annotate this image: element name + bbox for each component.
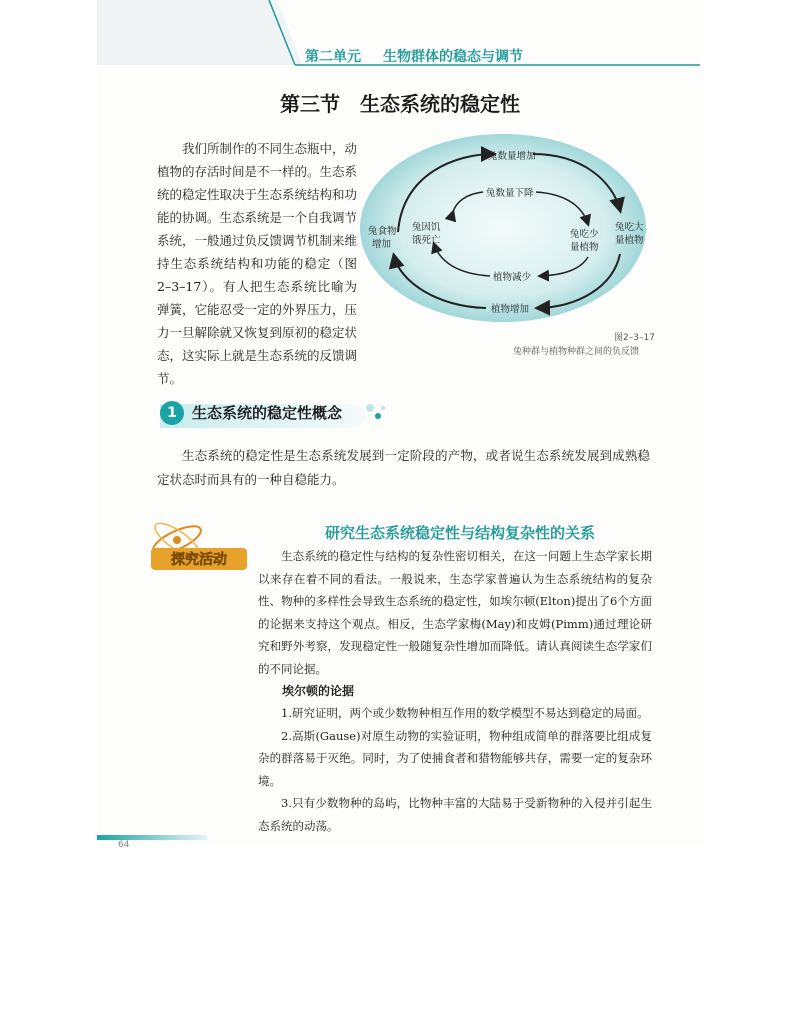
label-starve-1: 兔因饥 <box>412 222 441 233</box>
concept-title: 生态系统的稳定性概念 <box>192 404 343 422</box>
argument-point: 2.高斯(Gause)对原生动物的实验证明，物种组成简单的群落要比组成复杂的群落易于灭绝。同时，为了使捕食者和猎物能够共存，需要一定的复杂环境。 <box>258 728 652 788</box>
argument-point: 1.研究证明，两个或少数物种相互作用的数学模型不易达到稳定的局面。 <box>281 706 649 720</box>
label-more-food-2: 增加 <box>372 239 392 250</box>
argument-point: 3.只有少数物种的岛屿，比物种丰富的大陆易于受新物种的入侵并引起生态系统的动荡。 <box>258 796 652 833</box>
unit-title: 生物群体的稳态与调节 <box>383 49 523 65</box>
label-more-food-1: 兔食物 <box>368 226 397 237</box>
label-plant-increase: 植物增加 <box>491 304 530 315</box>
label-eat-more-2: 量植物 <box>615 235 644 246</box>
label-eat-more-1: 兔吃大 <box>615 222 644 233</box>
label-rabbit-increase: 兔数量增加 <box>488 151 536 162</box>
feedback-diagram <box>358 132 648 328</box>
intro-paragraph: 我们所制作的不同生态瓶中，动植物的存活时间是不一样的。生态系统的稳定性取决于生态系统结构和功能的协调。生态系统是一个自我调节系统，一般通过负反馈调节机制来维持生态系统结构和功能的稳定（图2–3–17）。有人把生态系统比喻为弹簧，它能忍受一定的外界压力，压力一旦解除就又恢复到原初的稳定状态，这实际上就是生态系统的反馈调节。 <box>157 141 358 386</box>
figure-number: 图2–3–17 <box>614 333 655 343</box>
activity-badge <box>147 520 251 576</box>
label-rabbit-decrease: 兔数量下降 <box>486 188 534 199</box>
diagram-background-ellipse <box>360 134 646 322</box>
section-title: 第三节 生态系统的稳定性 <box>280 92 520 116</box>
bubble-decoration <box>366 404 374 412</box>
concept-number-badge: 1 <box>160 401 184 425</box>
activity-body <box>258 545 652 837</box>
running-header <box>305 46 545 66</box>
label-eat-less-1: 兔吃少 <box>570 229 599 240</box>
footer-bar <box>97 835 207 840</box>
activity-subheading: 埃尔顿的论据 <box>282 684 355 698</box>
label-starve-2: 饿死亡 <box>412 235 441 246</box>
activity-intro: 生态系统的稳定性与结构的复杂性密切相关，在这一问题上生态学家长期以来存在着不同的看法。一般说来，生态学家普遍认为生态系统结构的复杂性、物种的多样性会导致生态系统的稳定性，如埃尔顿(Elton)提出了6个方面的论据来支持这个观点。相反，生态学家梅(May)和皮姆(Pimm)通过理论研究和野外考察，发现稳定性一般随复杂性增加而降低。请认真阅读生态学家们的不同论据。 <box>258 549 652 676</box>
activity-badge-label: 探究活动 <box>171 552 227 568</box>
activity-title: 研究生态系统稳定性与结构复杂性的关系 <box>324 524 595 542</box>
label-plant-decrease: 植物减少 <box>493 272 532 283</box>
intro-paragraph-block <box>157 137 357 390</box>
page-number: 64 <box>118 840 130 850</box>
unit-number: 第二单元 <box>305 49 361 65</box>
definition-paragraph: 生态系统的稳定性是生态系统发展到一定阶段的产物，或者说生态系统发展到成熟稳定状态时而具有的一种自稳能力。 <box>157 448 650 487</box>
figure-caption: 兔种群与植物种群之间的负反馈 <box>512 347 639 357</box>
label-eat-less-2: 量植物 <box>570 242 599 253</box>
